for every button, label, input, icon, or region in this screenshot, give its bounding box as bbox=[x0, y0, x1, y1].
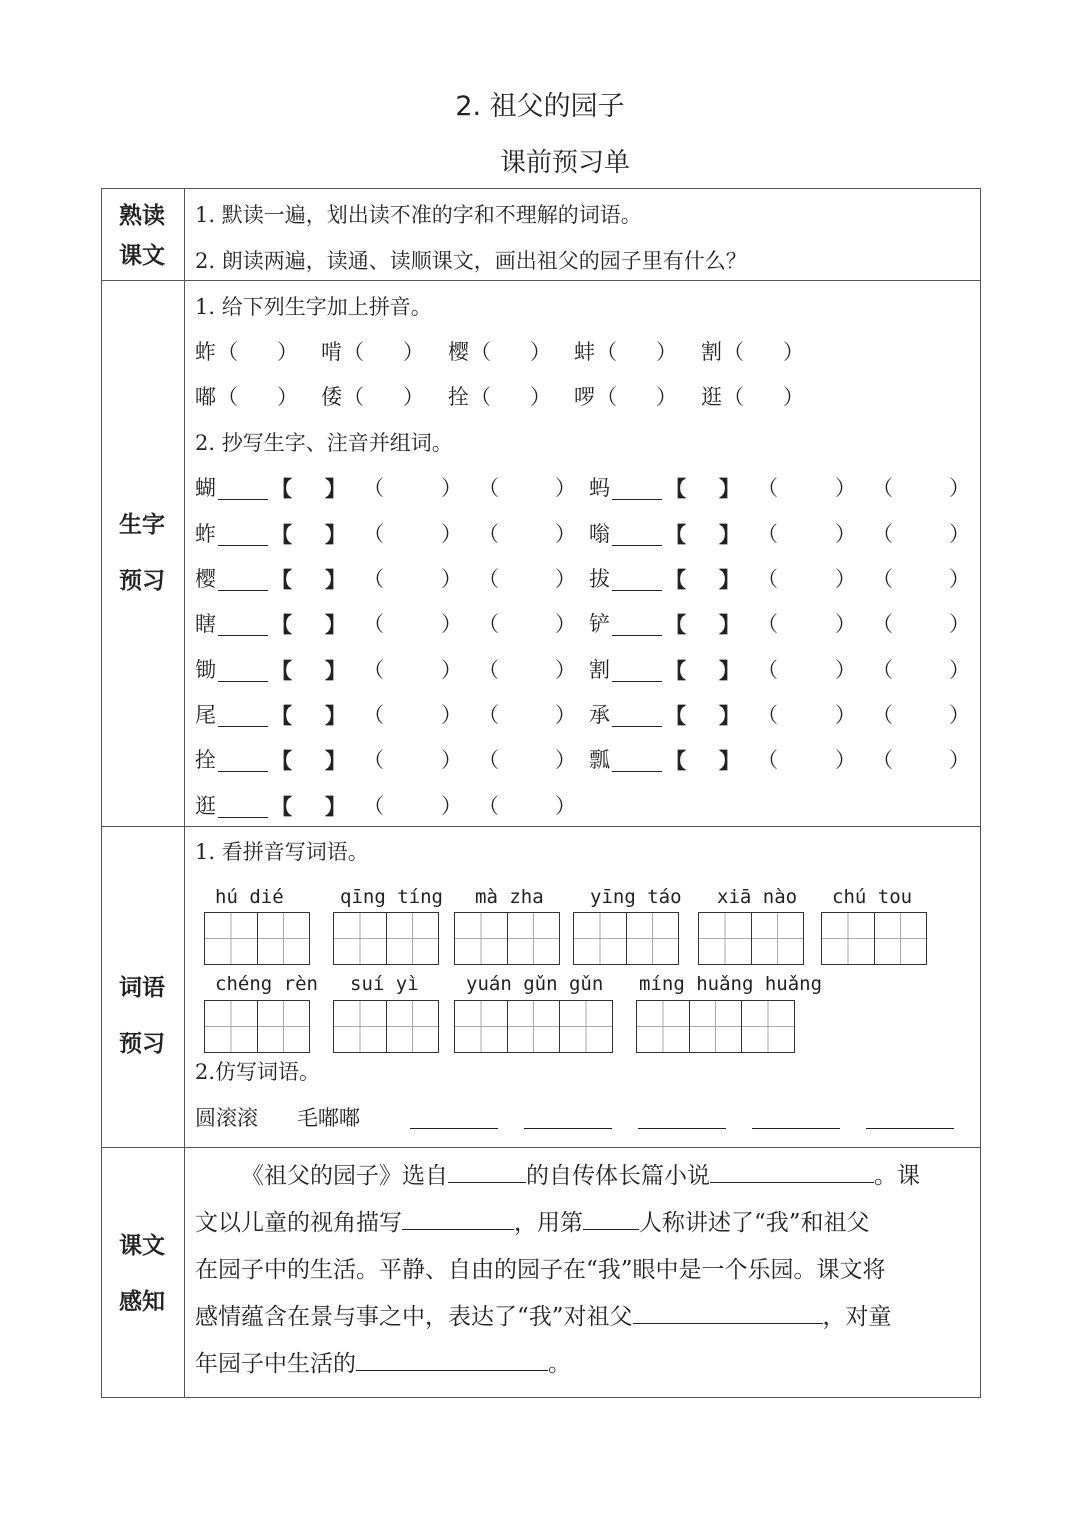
close-paren: ） bbox=[441, 522, 462, 546]
tian-grid-box[interactable] bbox=[636, 1000, 795, 1053]
left-bracket: 【 bbox=[271, 794, 292, 819]
open-paren: （ bbox=[872, 522, 893, 546]
right-bracket: 】 bbox=[325, 476, 346, 501]
pinyin-text: yuán gǔn gǔn bbox=[466, 973, 604, 995]
open-paren: （ bbox=[872, 658, 893, 682]
close-paren: ） bbox=[441, 567, 462, 591]
close-paren: ） bbox=[441, 748, 462, 772]
tian-grid-cell[interactable] bbox=[508, 913, 560, 964]
left-bracket: 【 bbox=[665, 612, 686, 637]
open-paren: （ bbox=[478, 748, 499, 772]
character-label: 啰 bbox=[574, 385, 595, 409]
close-paren: ） bbox=[441, 703, 462, 727]
close-paren: ） bbox=[555, 476, 576, 500]
open-paren: （ bbox=[470, 340, 491, 364]
row-divider bbox=[102, 1147, 980, 1148]
close-paren: ） bbox=[555, 567, 576, 591]
copy-character: 尾 bbox=[195, 703, 216, 727]
tian-grid-cell[interactable] bbox=[258, 1001, 310, 1052]
close-paren: ） bbox=[441, 658, 462, 682]
close-paren: ） bbox=[555, 612, 576, 636]
left-bracket: 【 bbox=[271, 476, 292, 501]
copy-blank[interactable] bbox=[612, 681, 662, 682]
open-paren: （ bbox=[757, 658, 778, 682]
tian-grid-cell[interactable] bbox=[205, 913, 258, 964]
characters-q1: 1. 给下列生字加上拼音。 bbox=[195, 295, 432, 319]
close-paren: ） bbox=[835, 748, 856, 772]
copy-blank[interactable] bbox=[612, 635, 662, 636]
close-paren: ） bbox=[555, 522, 576, 546]
imitation-blank[interactable] bbox=[524, 1128, 612, 1129]
perception-paragraph: 《祖父的园子》选自 的自传体长篇小说 。课 文以儿童的视角描写 ，用第 人称讲述了“我”和祖父 在园子中的生活。平静、自由的园子在“我”眼中是一个乐园。课文将 感情蕴含在景与事之中，表达了“我”对祖父 ，对童 年园子中生活的 。 bbox=[195, 1163, 920, 1377]
tian-grid-cell[interactable] bbox=[560, 1001, 612, 1052]
open-paren: （ bbox=[363, 567, 384, 591]
fill-blank[interactable] bbox=[356, 1369, 548, 1371]
fill-blank[interactable] bbox=[710, 1181, 874, 1183]
open-paren: （ bbox=[363, 748, 384, 772]
close-paren: ） bbox=[949, 658, 970, 682]
tian-grid-cell[interactable] bbox=[752, 913, 804, 964]
tian-grid-box[interactable] bbox=[454, 912, 560, 965]
page-title: 2. 祖父的园子 bbox=[455, 91, 625, 122]
open-paren: （ bbox=[723, 340, 744, 364]
pinyin-text: suí yì bbox=[350, 973, 419, 995]
close-paren: ） bbox=[949, 522, 970, 546]
close-paren: ） bbox=[441, 612, 462, 636]
close-paren: ） bbox=[555, 658, 576, 682]
copy-blank[interactable] bbox=[218, 726, 268, 727]
copy-blank[interactable] bbox=[612, 499, 662, 500]
character-label: 倭 bbox=[321, 385, 342, 409]
tian-grid-cell[interactable] bbox=[574, 913, 627, 964]
column-divider bbox=[184, 189, 185, 1397]
close-paren: ） bbox=[403, 340, 424, 364]
reading-item-2: 2. 朗读两遍，读通、读顺课文，画出祖父的园子里有什么？ bbox=[195, 249, 747, 273]
character-label: 嘟 bbox=[195, 385, 216, 409]
copy-blank[interactable] bbox=[218, 681, 268, 682]
right-bracket: 】 bbox=[719, 612, 740, 637]
character-label: 蚌 bbox=[574, 340, 595, 364]
tian-grid-box[interactable] bbox=[698, 912, 804, 965]
copy-character: 瓢 bbox=[589, 748, 610, 772]
close-paren: ） bbox=[403, 385, 424, 409]
close-paren: ） bbox=[530, 340, 551, 364]
right-bracket: 】 bbox=[719, 658, 740, 683]
close-paren: ） bbox=[835, 703, 856, 727]
open-paren: （ bbox=[723, 385, 744, 409]
right-bracket: 】 bbox=[325, 612, 346, 637]
tian-grid-box[interactable] bbox=[333, 1000, 439, 1053]
close-paren: ） bbox=[555, 703, 576, 727]
close-paren: ） bbox=[441, 794, 462, 818]
right-bracket: 】 bbox=[325, 748, 346, 773]
tian-grid-box[interactable] bbox=[821, 912, 927, 965]
open-paren: （ bbox=[478, 567, 499, 591]
imitation-blank[interactable] bbox=[866, 1128, 954, 1129]
tian-grid-cell[interactable] bbox=[637, 1001, 690, 1052]
words-q1: 1. 看拼音写词语。 bbox=[195, 840, 369, 864]
tian-grid-cell[interactable] bbox=[455, 913, 508, 964]
close-paren: ） bbox=[530, 385, 551, 409]
close-paren: ） bbox=[949, 476, 970, 500]
left-bracket: 【 bbox=[271, 658, 292, 683]
left-bracket: 【 bbox=[271, 567, 292, 592]
copy-character: 蚂 bbox=[589, 476, 610, 500]
open-paren: （ bbox=[343, 385, 364, 409]
copy-character: 拔 bbox=[589, 567, 610, 591]
open-paren: （ bbox=[872, 703, 893, 727]
left-bracket: 【 bbox=[271, 703, 292, 728]
fill-blank[interactable] bbox=[583, 1228, 639, 1230]
tian-grid-cell[interactable] bbox=[387, 1001, 439, 1052]
open-paren: （ bbox=[478, 612, 499, 636]
copy-character: 拴 bbox=[195, 748, 216, 772]
character-label: 啃 bbox=[321, 340, 342, 364]
tian-grid-box[interactable] bbox=[454, 1000, 613, 1053]
tian-grid-cell[interactable] bbox=[258, 913, 310, 964]
left-bracket: 【 bbox=[665, 658, 686, 683]
right-bracket: 】 bbox=[325, 567, 346, 592]
open-paren: （ bbox=[363, 794, 384, 818]
tian-grid-cell[interactable] bbox=[742, 1001, 794, 1052]
left-bracket: 【 bbox=[665, 748, 686, 773]
copy-character: 蚱 bbox=[195, 522, 216, 546]
copy-character: 逛 bbox=[195, 794, 216, 818]
copy-character: 割 bbox=[589, 658, 610, 682]
open-paren: （ bbox=[363, 703, 384, 727]
imitation-blank[interactable] bbox=[638, 1128, 726, 1129]
tian-grid-box[interactable] bbox=[333, 912, 439, 965]
tian-grid-cell[interactable] bbox=[627, 913, 679, 964]
copy-blank[interactable] bbox=[218, 545, 268, 546]
close-paren: ） bbox=[835, 612, 856, 636]
tian-grid-cell[interactable] bbox=[387, 913, 439, 964]
left-bracket: 【 bbox=[665, 522, 686, 547]
fill-blank[interactable] bbox=[633, 1322, 823, 1324]
tian-grid-cell[interactable] bbox=[334, 913, 387, 964]
open-paren: （ bbox=[343, 340, 364, 364]
right-bracket: 】 bbox=[719, 567, 740, 592]
label-perception: 课文 感知 bbox=[119, 1233, 165, 1315]
copy-blank[interactable] bbox=[218, 771, 268, 772]
label-reading: 熟读 课文 bbox=[119, 203, 165, 269]
tian-grid-box[interactable] bbox=[204, 1000, 310, 1053]
fill-blank[interactable] bbox=[402, 1228, 514, 1230]
tian-grid-cell[interactable] bbox=[822, 913, 875, 964]
left-bracket: 【 bbox=[271, 612, 292, 637]
pinyin-text: chéng rèn bbox=[215, 973, 318, 995]
copy-character: 铲 bbox=[589, 612, 610, 636]
label-characters: 生字 预习 bbox=[119, 512, 165, 594]
left-bracket: 【 bbox=[665, 703, 686, 728]
right-bracket: 】 bbox=[719, 476, 740, 501]
right-bracket: 】 bbox=[325, 703, 346, 728]
tian-grid-cell[interactable] bbox=[334, 1001, 387, 1052]
close-paren: ） bbox=[783, 385, 804, 409]
copy-character: 瞎 bbox=[195, 612, 216, 636]
close-paren: ） bbox=[835, 567, 856, 591]
open-paren: （ bbox=[596, 340, 617, 364]
pinyin-text: hú dié bbox=[215, 886, 284, 908]
copy-character: 嗡 bbox=[589, 522, 610, 546]
close-paren: ） bbox=[949, 612, 970, 636]
label-words: 词语 预习 bbox=[119, 975, 165, 1057]
copy-character: 樱 bbox=[195, 567, 216, 591]
pinyin-text: chú tou bbox=[832, 886, 913, 908]
tian-grid-cell[interactable] bbox=[455, 1001, 508, 1052]
open-paren: （ bbox=[757, 476, 778, 500]
tian-grid-cell[interactable] bbox=[699, 913, 752, 964]
left-bracket: 【 bbox=[665, 567, 686, 592]
character-label: 拴 bbox=[448, 385, 469, 409]
pinyin-text: xiā nào bbox=[717, 886, 798, 908]
tian-grid-box[interactable] bbox=[204, 912, 310, 965]
tian-grid-cell[interactable] bbox=[508, 1001, 561, 1052]
open-paren: （ bbox=[757, 567, 778, 591]
open-paren: （ bbox=[757, 612, 778, 636]
character-label: 割 bbox=[701, 340, 722, 364]
close-paren: ） bbox=[656, 385, 677, 409]
pinyin-text: yīng táo bbox=[590, 886, 682, 908]
open-paren: （ bbox=[478, 794, 499, 818]
open-paren: （ bbox=[478, 658, 499, 682]
example-word-2: 毛嘟嘟 bbox=[297, 1106, 360, 1130]
pinyin-text: mà zha bbox=[475, 886, 544, 908]
character-label: 樱 bbox=[448, 340, 469, 364]
open-paren: （ bbox=[872, 476, 893, 500]
reading-item-1: 1. 默读一遍，划出读不准的字和不理解的词语。 bbox=[195, 203, 642, 227]
tian-grid-cell[interactable] bbox=[205, 1001, 258, 1052]
pinyin-text: qīng tíng bbox=[340, 886, 443, 908]
row-divider bbox=[102, 826, 980, 827]
copy-character: 锄 bbox=[195, 658, 216, 682]
characters-q2: 2. 抄写生字、注音并组词。 bbox=[195, 431, 453, 455]
open-paren: （ bbox=[217, 385, 238, 409]
copy-character: 承 bbox=[589, 703, 610, 727]
copy-blank[interactable] bbox=[612, 545, 662, 546]
open-paren: （ bbox=[363, 612, 384, 636]
open-paren: （ bbox=[478, 476, 499, 500]
close-paren: ） bbox=[277, 385, 298, 409]
open-paren: （ bbox=[596, 385, 617, 409]
right-bracket: 】 bbox=[719, 748, 740, 773]
close-paren: ） bbox=[949, 703, 970, 727]
pinyin-text: míng huǎng huǎng bbox=[639, 973, 823, 995]
right-bracket: 】 bbox=[719, 522, 740, 547]
left-bracket: 【 bbox=[271, 522, 292, 547]
open-paren: （ bbox=[363, 476, 384, 500]
example-word-1: 圆滚滚 bbox=[195, 1106, 258, 1130]
imitation-blank[interactable] bbox=[410, 1128, 498, 1129]
open-paren: （ bbox=[872, 612, 893, 636]
copy-character: 蝴 bbox=[195, 476, 216, 500]
copy-blank[interactable] bbox=[218, 817, 268, 818]
imitation-blank[interactable] bbox=[752, 1128, 840, 1129]
close-paren: ） bbox=[783, 340, 804, 364]
open-paren: （ bbox=[757, 748, 778, 772]
character-label: 逛 bbox=[701, 385, 722, 409]
copy-blank[interactable] bbox=[612, 726, 662, 727]
copy-blank[interactable] bbox=[218, 635, 268, 636]
open-paren: （ bbox=[363, 522, 384, 546]
close-paren: ） bbox=[949, 567, 970, 591]
right-bracket: 】 bbox=[719, 703, 740, 728]
close-paren: ） bbox=[277, 340, 298, 364]
close-paren: ） bbox=[835, 522, 856, 546]
right-bracket: 】 bbox=[325, 522, 346, 547]
left-bracket: 【 bbox=[271, 748, 292, 773]
copy-blank[interactable] bbox=[218, 499, 268, 500]
close-paren: ） bbox=[555, 794, 576, 818]
close-paren: ） bbox=[555, 748, 576, 772]
fill-blank[interactable] bbox=[448, 1181, 526, 1183]
open-paren: （ bbox=[363, 658, 384, 682]
open-paren: （ bbox=[470, 385, 491, 409]
open-paren: （ bbox=[478, 522, 499, 546]
copy-blank[interactable] bbox=[612, 590, 662, 591]
left-bracket: 【 bbox=[665, 476, 686, 501]
close-paren: ） bbox=[835, 476, 856, 500]
open-paren: （ bbox=[757, 703, 778, 727]
row-divider bbox=[102, 280, 980, 281]
open-paren: （ bbox=[217, 340, 238, 364]
character-label: 蚱 bbox=[195, 340, 216, 364]
right-bracket: 】 bbox=[325, 658, 346, 683]
right-bracket: 】 bbox=[325, 794, 346, 819]
copy-blank[interactable] bbox=[218, 590, 268, 591]
open-paren: （ bbox=[478, 703, 499, 727]
tian-grid-cell[interactable] bbox=[875, 913, 927, 964]
open-paren: （ bbox=[872, 567, 893, 591]
tian-grid-box[interactable] bbox=[573, 912, 679, 965]
tian-grid-cell[interactable] bbox=[690, 1001, 743, 1052]
open-paren: （ bbox=[872, 748, 893, 772]
close-paren: ） bbox=[835, 658, 856, 682]
copy-blank[interactable] bbox=[612, 771, 662, 772]
words-q2: 2.仿写词语。 bbox=[195, 1060, 321, 1084]
close-paren: ） bbox=[441, 476, 462, 500]
close-paren: ） bbox=[949, 748, 970, 772]
close-paren: ） bbox=[656, 340, 677, 364]
page-subtitle: 课前预习单 bbox=[499, 148, 630, 178]
open-paren: （ bbox=[757, 522, 778, 546]
